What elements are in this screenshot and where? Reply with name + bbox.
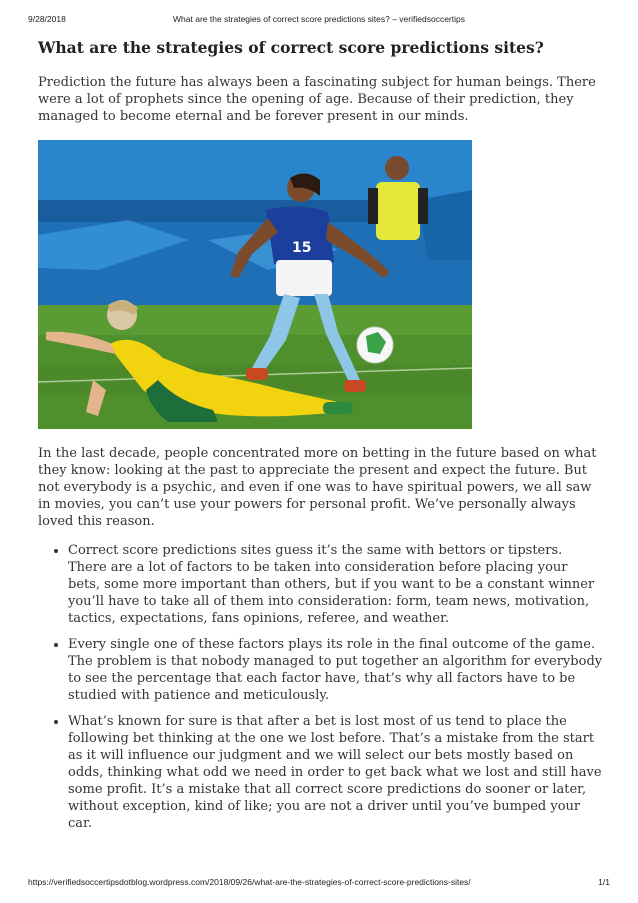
bullet-item: • What’s known for sure is that after a bet is lost most of us tend to place the following bet thinking at the one we lost before. That’s a mistake from the start as it will influence our judgment and we will select our bets mostly based on odds, thinking what odd we need in order to get back what we lost and still have some profit. It’s a mistake that all correct score predictions do sooner or later, without exception, kind of like; you are not a driver until you’ve bumped your car. [68, 713, 603, 832]
print-date: 9/28/2018 [28, 14, 66, 24]
print-url: https://verifiedsoccertipsdotblog.wordpress.com/2018/09/26/what-are-the-strategies-of-correct-score-predictions-sites/ [28, 877, 471, 887]
bullet-list [38, 542, 603, 832]
page-number: 1/1 [598, 877, 610, 887]
print-page-title: What are the strategies of correct score predictions sites? – verifiedsoccertips [173, 14, 465, 24]
bullet-item: • Correct score predictions sites guess it’s the same with bettors or tipsters. There are a lot of factors to be taken into consideration before placing your bets, some more important than others, but if you want to be a constant winner you’ll have to take all of them into consideration: form, team news, motivation, tactics, expectations, fans opinions, referee, and weather. [68, 542, 603, 627]
print-header [28, 14, 610, 26]
jersey-number: 15 [292, 240, 312, 256]
intro-paragraph: Prediction the future has always been a fascinating subject for human beings. There were a lot of prophets since the opening of age. Because of their prediction, they managed to become eternal and be forever present in our minds. [38, 75, 596, 124]
bullet-item: • Every single one of these factors plays its role in the final outcome of the game. The problem is that nobody managed to put together an algorithm for everybody to see the percentage that each factor have, that’s why all factors have to be studied with patience and meticulously. [68, 636, 603, 704]
body-paragraph: In the last decade, people concentrated more on betting in the future based on what they know: looking at the past to appreciate the present and expect the future. But not everybody is a psychic, and even if one was to have spiritual powers, we all saw in movies, you can’t use your powers for personal profit. We’ve personally always loved this reason. [38, 446, 597, 529]
soccer-photo [38, 140, 472, 429]
article [38, 38, 603, 841]
print-footer [28, 877, 610, 889]
article-heading: What are the strategies of correct score predictions sites? [38, 38, 544, 57]
